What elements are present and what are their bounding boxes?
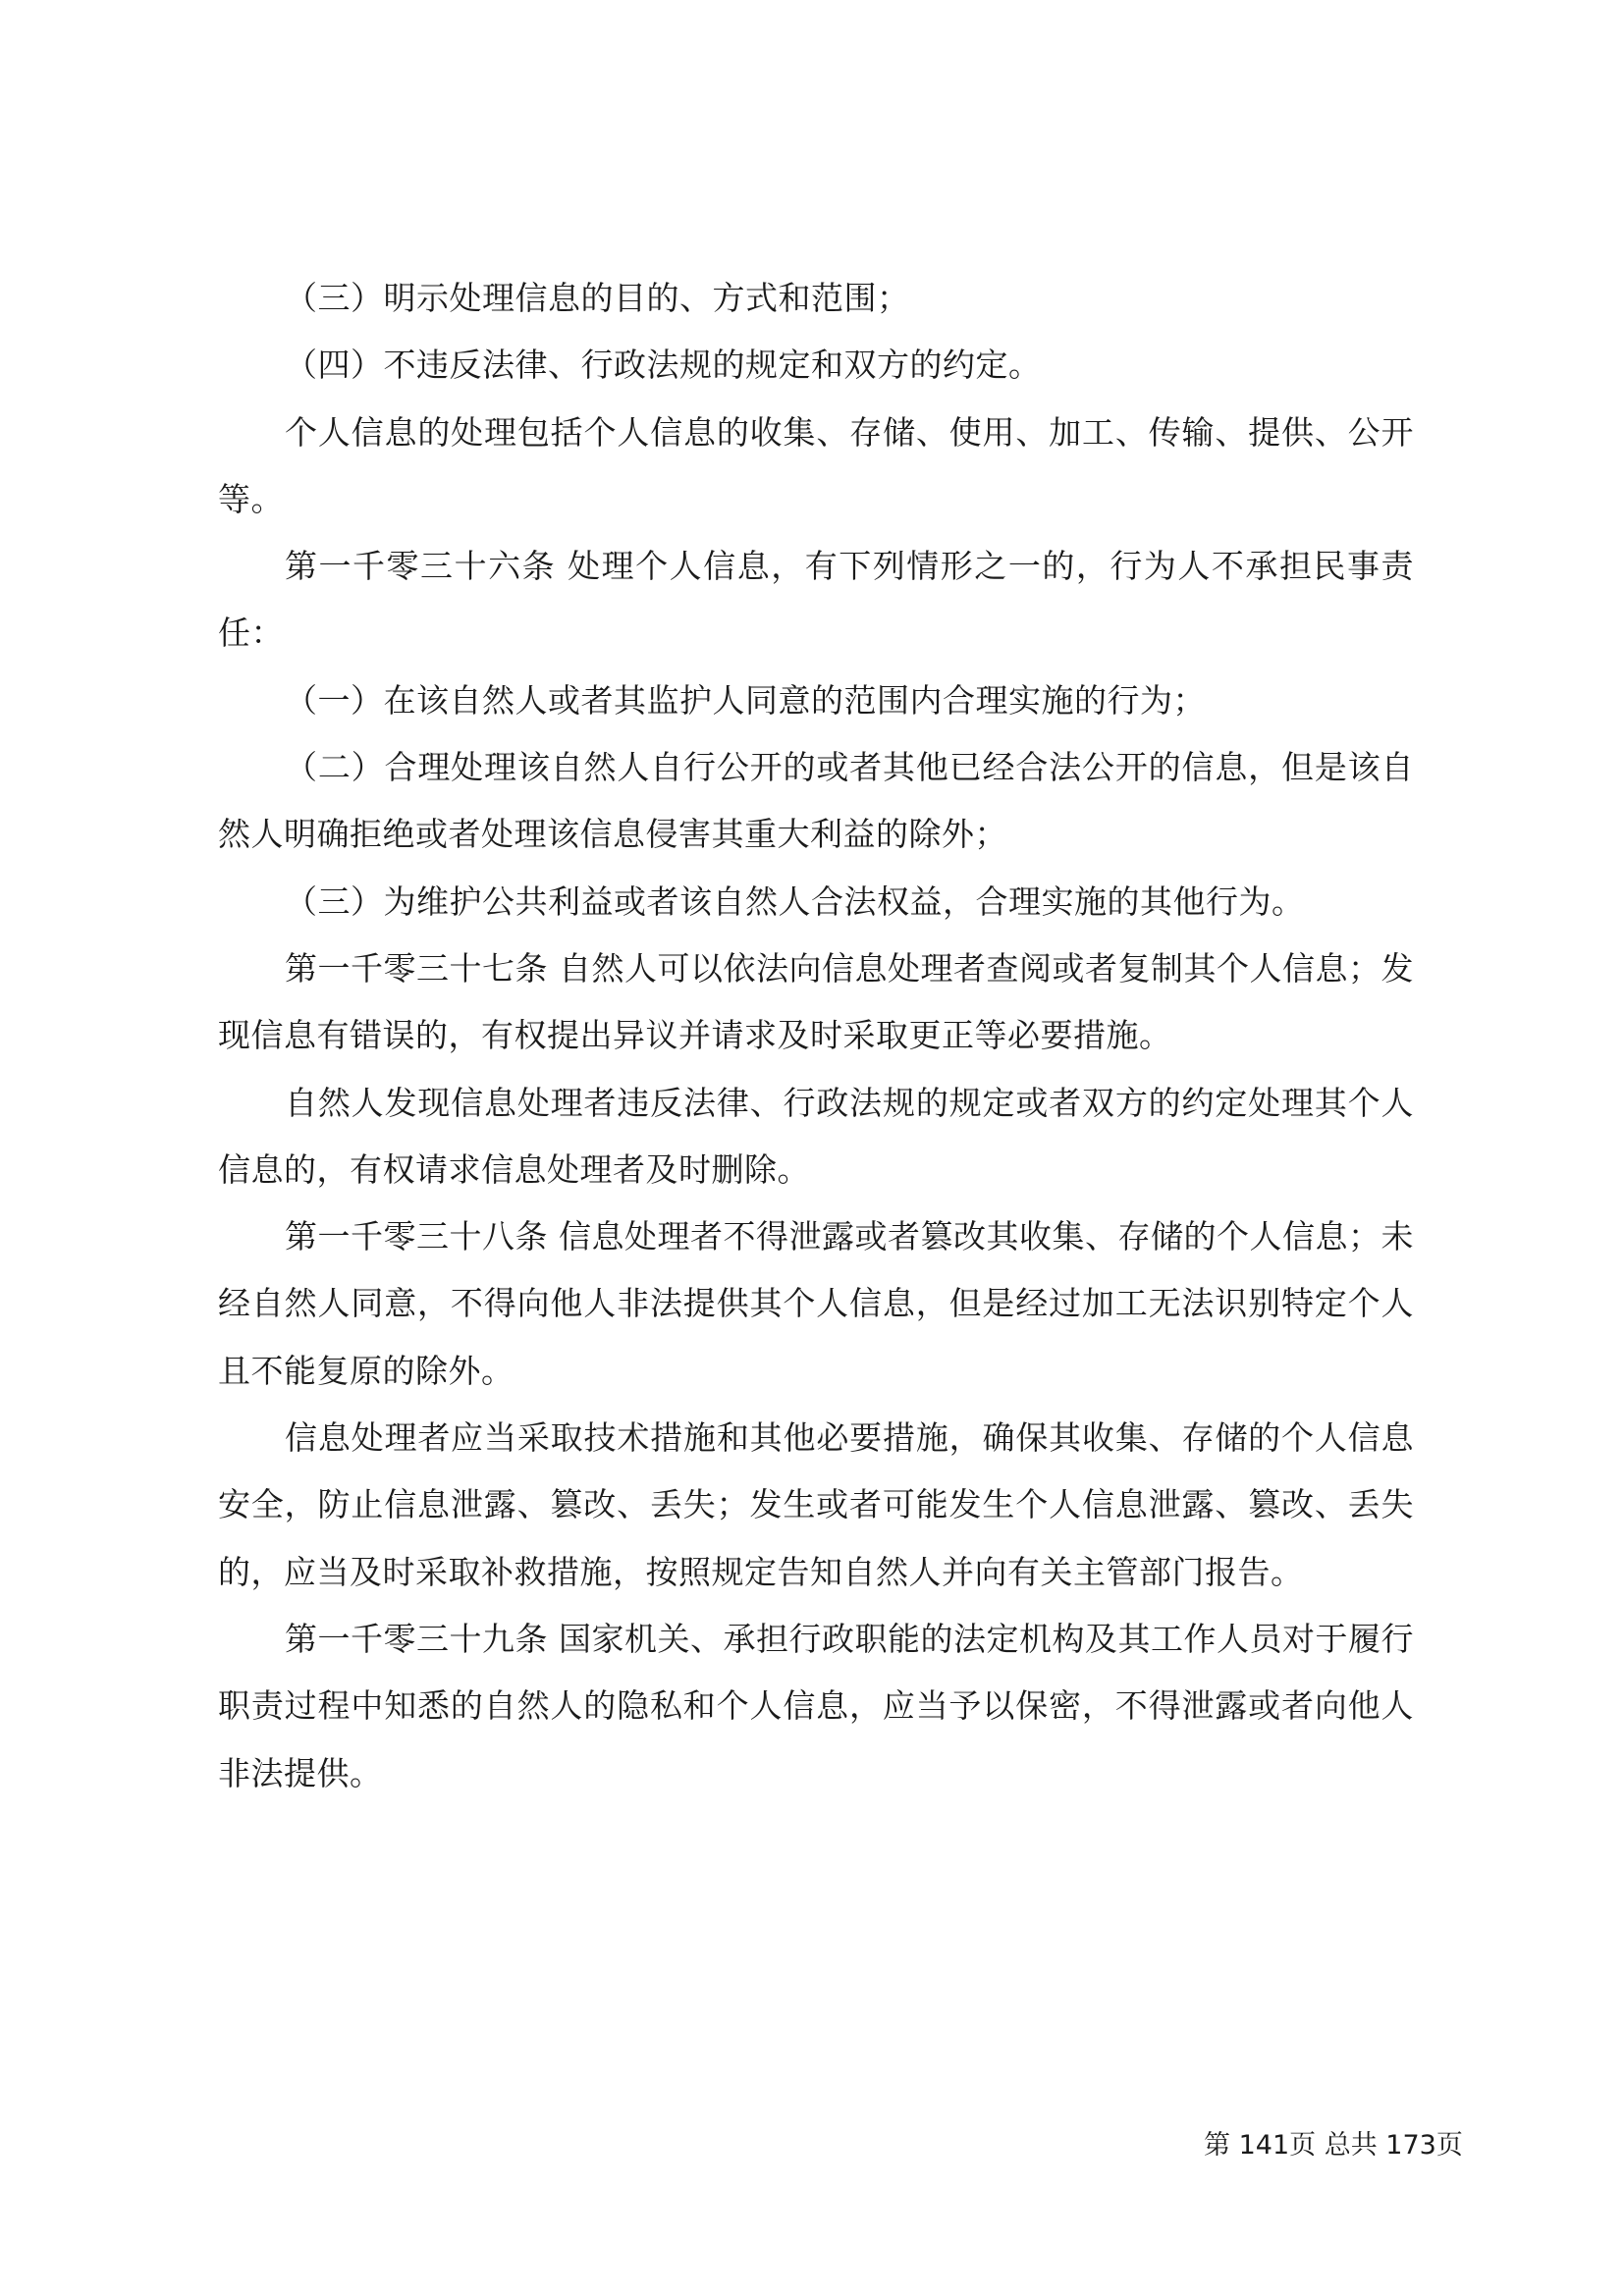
paragraph-1036-item2: （二）合理处理该自然人自行公开的或者其他已经合法公开的信息，但是该自然人明确拒绝或者处理该信息侵害其重大利益的除外； [218, 748, 1414, 854]
paragraph-1036-item3: （三）为维护公共利益或者该自然人合法权益，合理实施的其他行为。 [285, 881, 1305, 921]
document-body [218, 265, 1414, 1807]
paragraph-1038-security: 信息处理者应当采取技术措施和其他必要措施，确保其收集、存储的个人信息安全，防止信息泄露、篡改、丢失；发生或者可能发生个人信息泄露、篡改、丢失的，应当及时采取补救措施，按照规定告知自然人并向有关主管部门报告。 [218, 1418, 1414, 1591]
article-1039: 第一千零三十九条 国家机关、承担行政职能的法定机构及其工作人员对于履行职责过程中知悉的自然人的隐私和个人信息，应当予以保密，不得泄露或者向他人非法提供。 [218, 1619, 1414, 1792]
paragraph-1037-deletion: 自然人发现信息处理者违反法律、行政法规的规定或者双方的约定处理其个人信息的，有权请求信息处理者及时删除。 [218, 1083, 1414, 1189]
page-number: 第 141页 总共 173页 [1204, 2130, 1463, 2161]
article-1036: 第一千零三十六条 处理个人信息，有下列情形之一的，行为人不承担民事责任： [218, 547, 1414, 653]
paragraph-item3-purpose: （三）明示处理信息的目的、方式和范围； [285, 279, 910, 317]
paragraph-item4-no-violation: （四）不违反法律、行政法规的规定和双方的约定。 [285, 346, 1042, 385]
article-1038: 第一千零三十八条 信息处理者不得泄露或者篡改其收集、存储的个人信息；未经自然人同意，不得向他人非法提供其个人信息，但是经过加工无法识别特定个人且不能复原的除外。 [218, 1217, 1414, 1390]
paragraph-processing-definition: 个人信息的处理包括个人信息的收集、存储、使用、加工、传输、提供、公开等。 [218, 412, 1414, 518]
paragraph-1036-item1: （一）在该自然人或者其监护人同意的范围内合理实施的行为； [285, 680, 1206, 720]
article-1037: 第一千零三十七条 自然人可以依法向信息处理者查阅或者复制其个人信息；发现信息有错误的，有权提出异议并请求及时采取更正等必要措施。 [218, 948, 1414, 1055]
